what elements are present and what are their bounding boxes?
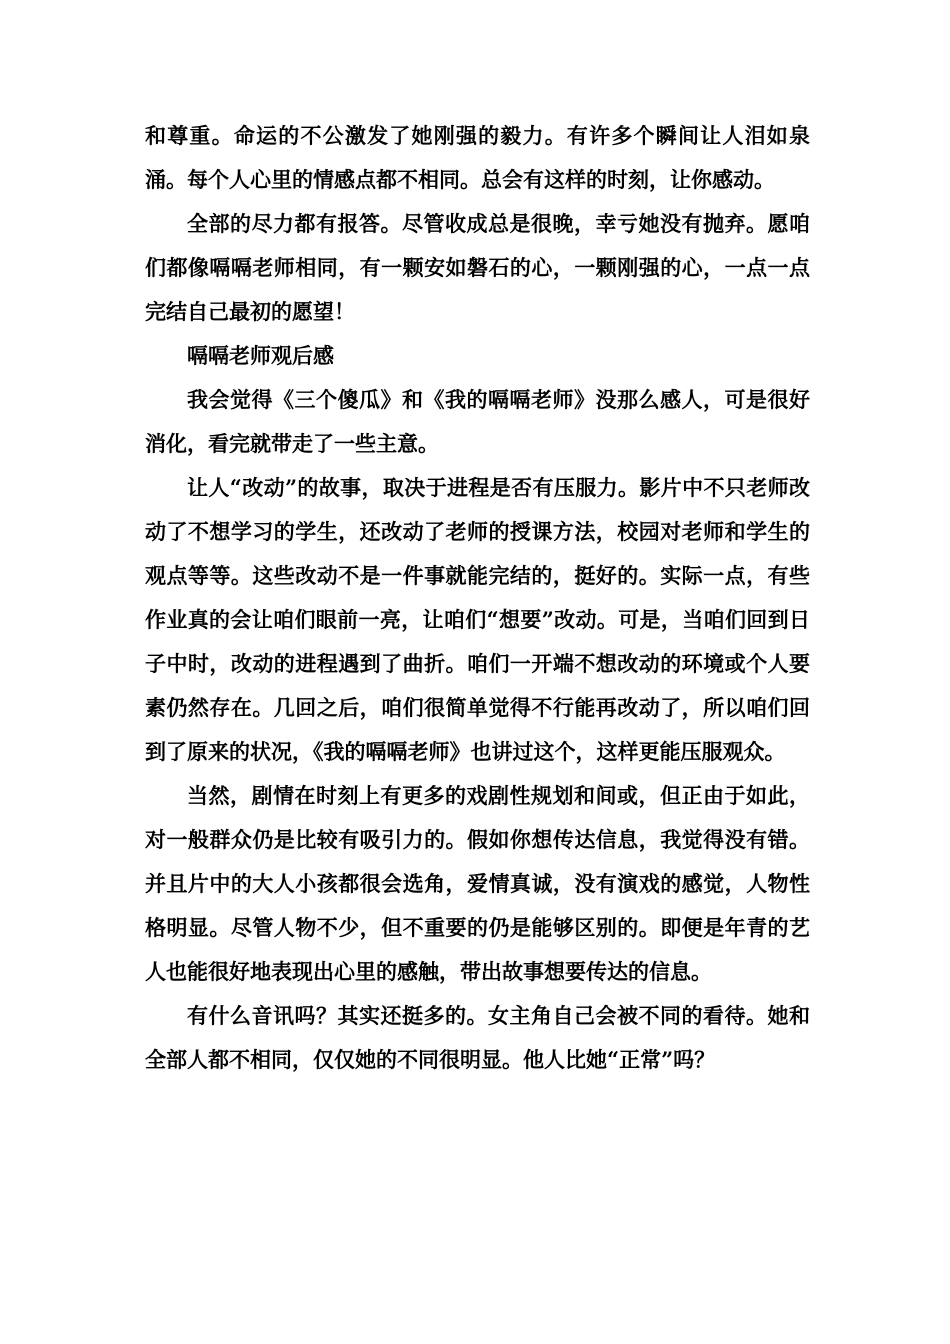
paragraph-1: 和尊重。命运的不公激发了她刚强的毅力。有许多个瞬间让人泪如泉涌。每个人心里的情感点都不相同。总会有这样的时刻，让你感动。 <box>145 123 810 192</box>
body-text <box>145 114 810 1082</box>
paragraph-6: 有什么音讯吗？其实还挺多的。女主角自己会被不同的看待。她和全部人都不相同，仅仅她的不同很明显。他人比她“正常”吗？ <box>145 1003 810 1072</box>
section-heading: 嗝嗝老师观后感 <box>187 343 334 368</box>
paragraph-3: 我会觉得《三个傻瓜》和《我的嗝嗝老师》没那么感人，可是很好消化，看完就带走了一些主意。 <box>145 387 810 456</box>
paragraph-4: 让人“改动”的故事，取决于进程是否有压服力。影片中不只老师改动了不想学习的学生，还改动了老师的授课方法，校园对老师和学生的观点等等。这些改动不是一件事就能完结的，挺好的。实际一点，有些作业真的会让咱们眼前一亮，让咱们“想要”改动。可是，当咱们回到日子中时，改动的进程遇到了曲折。咱们一开端不想改动的环境或个人要素仍然存在。几回之后，咱们很简单觉得不行能再改动了，所以咱们回到了原来的状况，《我的嗝嗝老师》也讲过这个，这样更能压服观众。 <box>145 475 810 764</box>
paragraph-2: 全部的尽力都有报答。尽管收成总是很晚，幸亏她没有抛弃。愿咱们都像嗝嗝老师相同，有一颗安如磐石的心，一颗刚强的心，一点一点完结自己最初的愿望！ <box>145 211 810 324</box>
paragraph-5: 当然，剧情在时刻上有更多的戏剧性规划和间或，但正由于如此，对一般群众仍是比较有吸引力的。假如你想传达信息，我觉得没有错。并且片中的大人小孩都很会选角，爱情真诚，没有演戏的感觉，人物性格明显。尽管人物不少，但不重要的仍是能够区别的。即便是年青的艺人也能很好地表现出心里的感触，带出故事想要传达的信息。 <box>145 783 810 984</box>
